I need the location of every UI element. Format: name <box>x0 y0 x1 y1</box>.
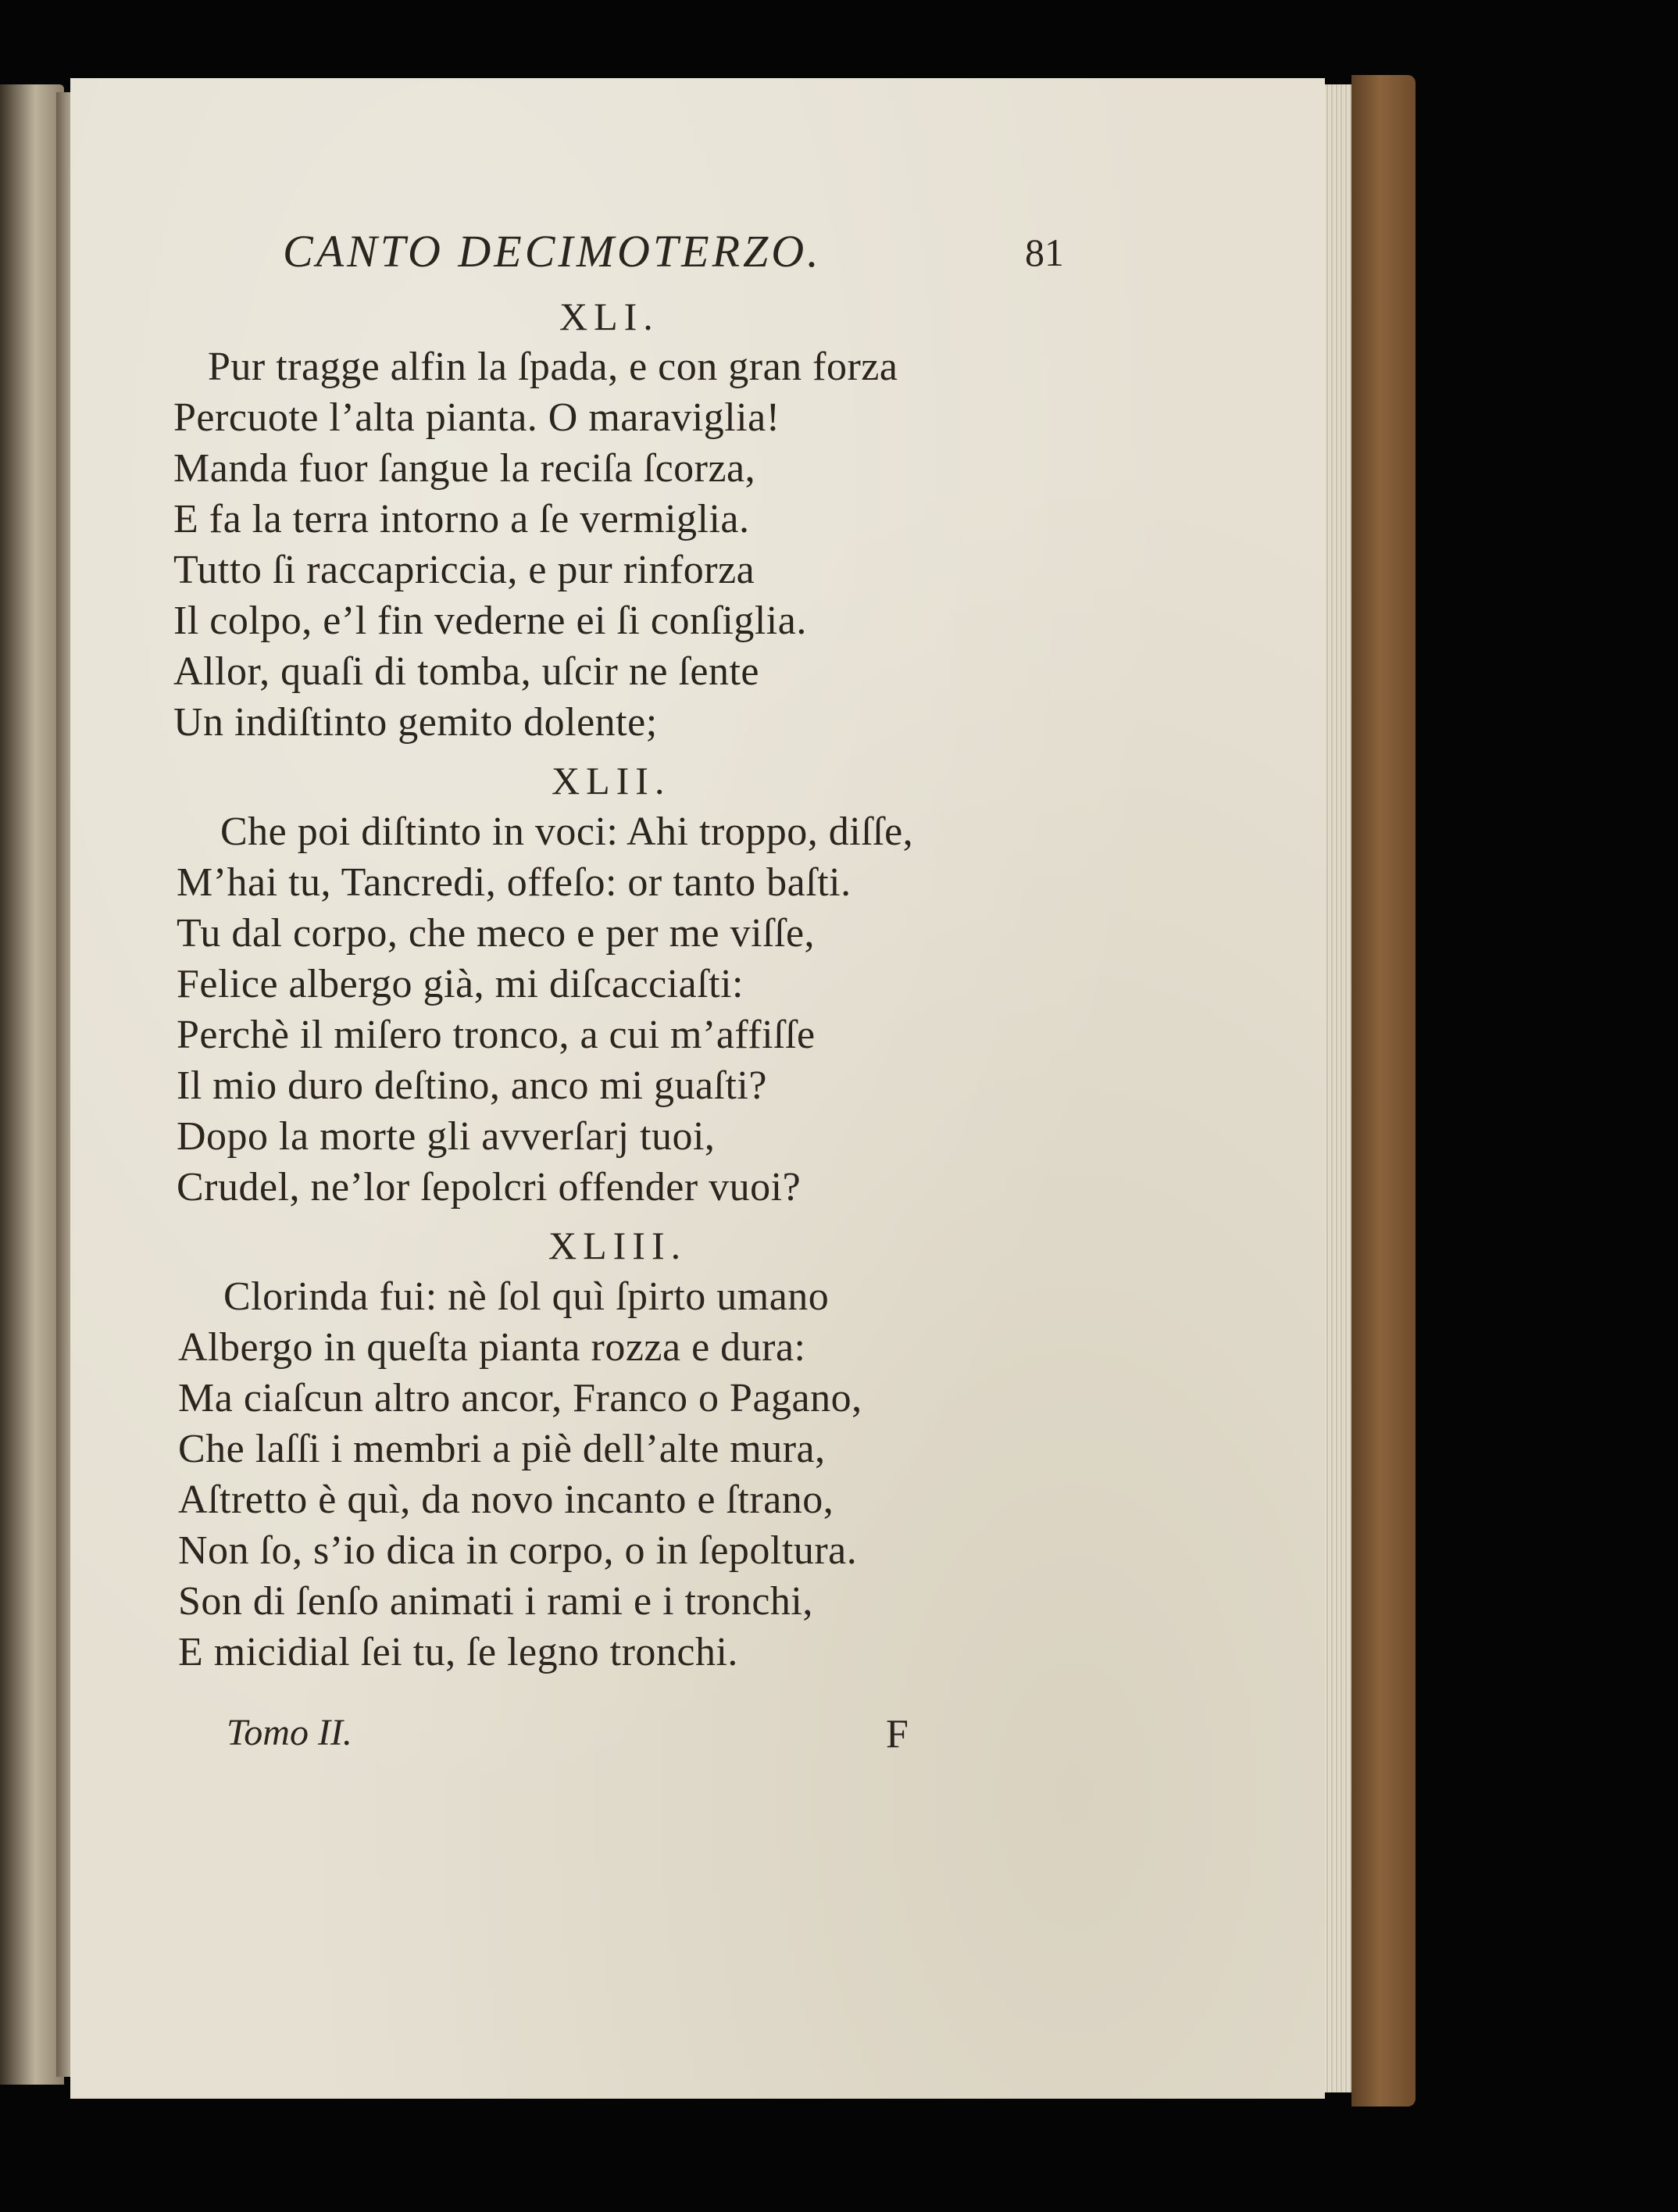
verse-line: Allor, quaſi di tomba, uſcir ne ſente <box>173 649 760 694</box>
stanza-number: XLI. <box>559 295 659 338</box>
verse-line: Crudel, ne’lor ſepolcri offender vuoi? <box>177 1165 802 1210</box>
verse-line: Che poi diſtinto in voci: Ahi troppo, diſſe, <box>220 809 914 854</box>
verse-line: Clorinda fui: nè ſol quì ſpirto umano <box>223 1274 830 1319</box>
verse-line: M’hai tu, Tancredi, offeſo: or tanto baſti. <box>177 860 851 905</box>
verse-line: Dopo la morte gli avverſarj tuoi, <box>177 1114 716 1159</box>
verse-line: Il colpo, e’l fin vederne ei ſi conſiglia. <box>173 599 807 643</box>
verse-line: Tutto ſi raccapriccia, e pur rinforza <box>173 548 755 592</box>
verse-line: Tu dal corpo, che meco e per me viſſe, <box>177 911 816 956</box>
verse-line: Un indiſtinto gemito dolente; <box>173 700 658 745</box>
stanza-number: XLII. <box>552 759 671 802</box>
verse-line: Il mio duro deſtino, anco mi guaſti? <box>177 1063 767 1108</box>
verse-line: Percuote l’alta pianta. O maraviglia! <box>173 395 780 440</box>
verse-line: Perchè il miſero tronco, a cui m’affiſſe <box>177 1013 816 1057</box>
signature-mark: F <box>886 1712 909 1756</box>
verse-line: Che laſſi i membri a piè dell’alte mura, <box>178 1427 826 1471</box>
verse-line: E micidial ſei tu, ſe legno tronchi. <box>178 1630 738 1674</box>
verse-line: Non ſo, s’io dica in corpo, o in ſepoltura. <box>178 1528 858 1573</box>
page-number: 81 <box>1025 230 1064 274</box>
volume-label: Tomo II. <box>227 1712 352 1753</box>
verse-line: Ma ciaſcun altro ancor, Franco o Pagano, <box>178 1376 862 1420</box>
verse-line: Albergo in queſta pianta rozza e dura: <box>178 1325 806 1370</box>
book-cover-edge <box>1351 75 1416 2107</box>
verse-line: Pur tragge alfin la ſpada, e con gran forza <box>208 345 898 389</box>
previous-page-edge <box>0 84 64 2085</box>
verse-line: Felice albergo già, mi diſcacciaſti: <box>177 962 744 1006</box>
verse-line: Aſtretto è quì, da novo incanto e ſtrano, <box>178 1478 834 1522</box>
running-header: CANTO DECIMOTERZO. <box>283 226 822 277</box>
verse-line: Manda fuor ſangue la reciſa ſcorza, <box>173 446 756 491</box>
verse-line: E fa la terra intorno a ſe vermiglia. <box>173 497 750 541</box>
stanza-number: XLIII. <box>548 1224 687 1267</box>
verse-line: Son di ſenſo animati i rami e i tronchi, <box>178 1579 813 1624</box>
